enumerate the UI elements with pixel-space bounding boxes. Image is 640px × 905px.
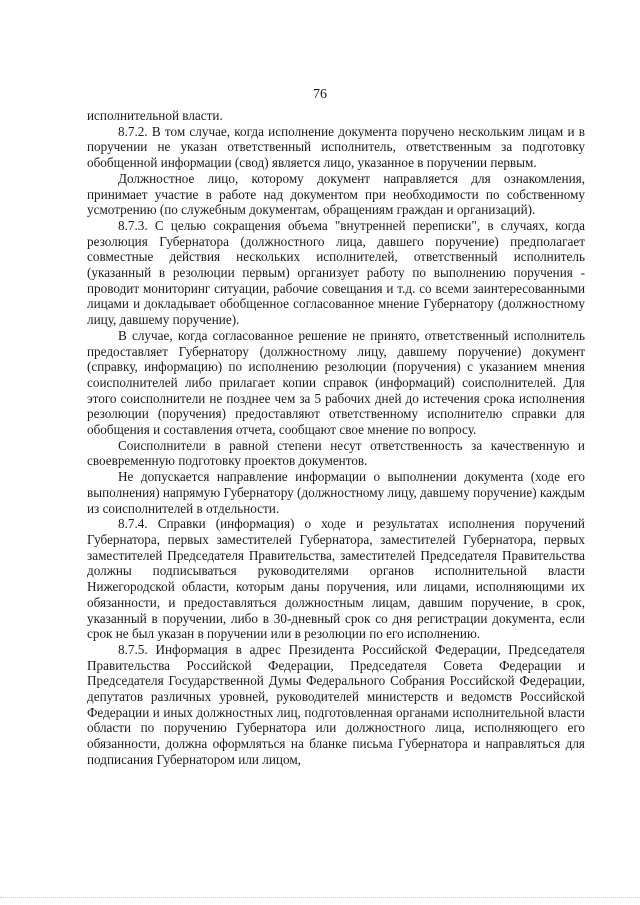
paragraph-8-7-5: 8.7.5. Информация в адрес Президента Российской Федерации, Председателя Правительства Российской Федерации, Председателя Совета Федерации и Председателя Государственной Думы Федерального Собрания Российской Федерации, депутатов различных уровней, руководителей министерств и ведомств Российской Федерации и иных должностных лиц, подготовленная органами исполнительной власти области по поручению Губернатора или должностного лица, исполняющего его обязанности, должна оформляться на бланке письма Губернатора и направляться для подписания Губернатором или лицом, xyxy=(87,641,585,767)
paragraph-continuation: исполнительной власти. xyxy=(87,108,223,123)
paragraph-direct-report-prohibited: Не допускается направление информации о выполнении документа (ходе его выполнения) напрямую Губернатору (должностному лицу, давшему поручение) каждым из соисполнителей в отдельности. xyxy=(87,469,585,516)
paragraph-co-executors-responsibility: Соисполнители в равной степени несут ответственность за качественную и своевременную подготовку проектов документов. xyxy=(87,437,585,469)
paragraph-no-agreement: В случае, когда согласованное решение не принято, ответственный исполнитель предоставляет Губернатору (должностному лицу, давшему поручение) документ (справку, информацию) по исполнению резолюции (поручения) с указанием мнения соисполнителей либо прилагает копии справок (информаций) соисполнителей. Для этого соисполнители не позднее чем за 5 рабочих дней до истечения срока исполнения резолюции (поручения) предоставляют ответственному исполнителю справки для обобщения и составления отчета, сообщают свое мнение по вопросу. xyxy=(87,327,585,438)
scan-edge-divider xyxy=(0,897,640,901)
page-number: 76 xyxy=(313,87,327,102)
paragraph-8-7-3: 8.7.3. С целью сокращения объема "внутренней переписки", в случаях, когда резолюция Губернатора (должностного лица, давшего поручение) предполагает совместные действия нескольких исполнителей, ответственный исполнитель (указанный в резолюции первым) организует работу по выполнению поручения - проводит мониторинг ситуации, рабочие совещания и т.д. со всеми заинтересованными лицами и докладывает обобщенное согласованное мнение Губернатору (должностному лицу, давшему поручение). xyxy=(87,217,585,328)
paragraph-8-7-4: 8.7.4. Справки (информация) о ходе и результатах исполнения поручений Губернатора, первых заместителей Губернатора, заместителей Губернатора, первых заместителей Председателя Правительства, заместителей Председателя Правительства должны подписываться руководителями органов исполнительной власти Нижегородской области, которым даны поручения, или лицами, исполняющими их обязанности, и предоставляться должностным лицам, давшим поручение, в срок, указанный в поручении, либо в 30-дневный срок со дня регистрации документа, если срок не был указан в поручении или в резолюции по его исполнению. xyxy=(87,516,585,642)
paragraph-familiarization: Должностное лицо, которому документ направляется для ознакомления, принимает участие в работе над документом при необходимости по собственному усмотрению (по служебным документам, обращениям граждан и организаций). xyxy=(87,170,585,218)
paragraph-8-7-2: 8.7.2. В том случае, когда исполнение документа поручено нескольким лицам и в поручении не указан ответственный исполнитель, ответственным за подготовку обобщенной информации (свод) является лицо, указанное в поручении первым. xyxy=(87,123,585,171)
document-body xyxy=(87,108,585,768)
